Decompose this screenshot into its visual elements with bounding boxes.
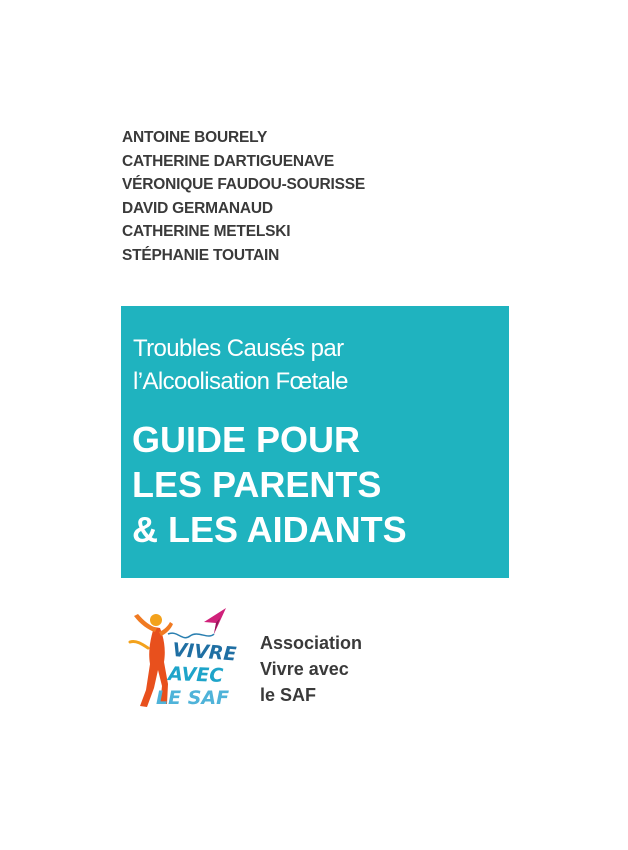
author-name: CATHERINE METELSKI [122,223,291,240]
association-line: Association [260,633,363,653]
author-name: DAVID GERMANAUD [122,199,273,217]
svg-text:LE SAF: LE SAF [156,687,230,709]
subtitle-line: l’Alcoolisation Fœtale [133,368,348,395]
vivre-avec-le-saf-logo [120,600,250,712]
main-title [132,417,407,552]
author-list [122,126,365,267]
title-line: GUIDE POUR [132,419,361,460]
title-line: LES PARENTS [132,464,382,505]
svg-text:VIVRE: VIVRE [171,639,238,666]
association-name [260,630,362,708]
subtitle [133,332,348,398]
subtitle-line: Troubles Causés par [133,335,344,362]
svg-text:AVEC: AVEC [167,663,224,687]
association-line: le SAF [260,685,317,705]
author-name: CATHERINE DARTIGUENAVE [122,152,335,170]
title-line: & LES AIDANTS [132,509,407,550]
author-name: VÉRONIQUE FAUDOU-SOURISSE [122,176,366,193]
author-name: STÉPHANIE TOUTAIN [122,246,280,264]
kite-icon [168,608,226,638]
association-block [120,600,460,720]
author-name: ANTOINE BOURELY [122,129,268,146]
association-line: Vivre avec [260,659,349,679]
title-block [121,306,509,578]
